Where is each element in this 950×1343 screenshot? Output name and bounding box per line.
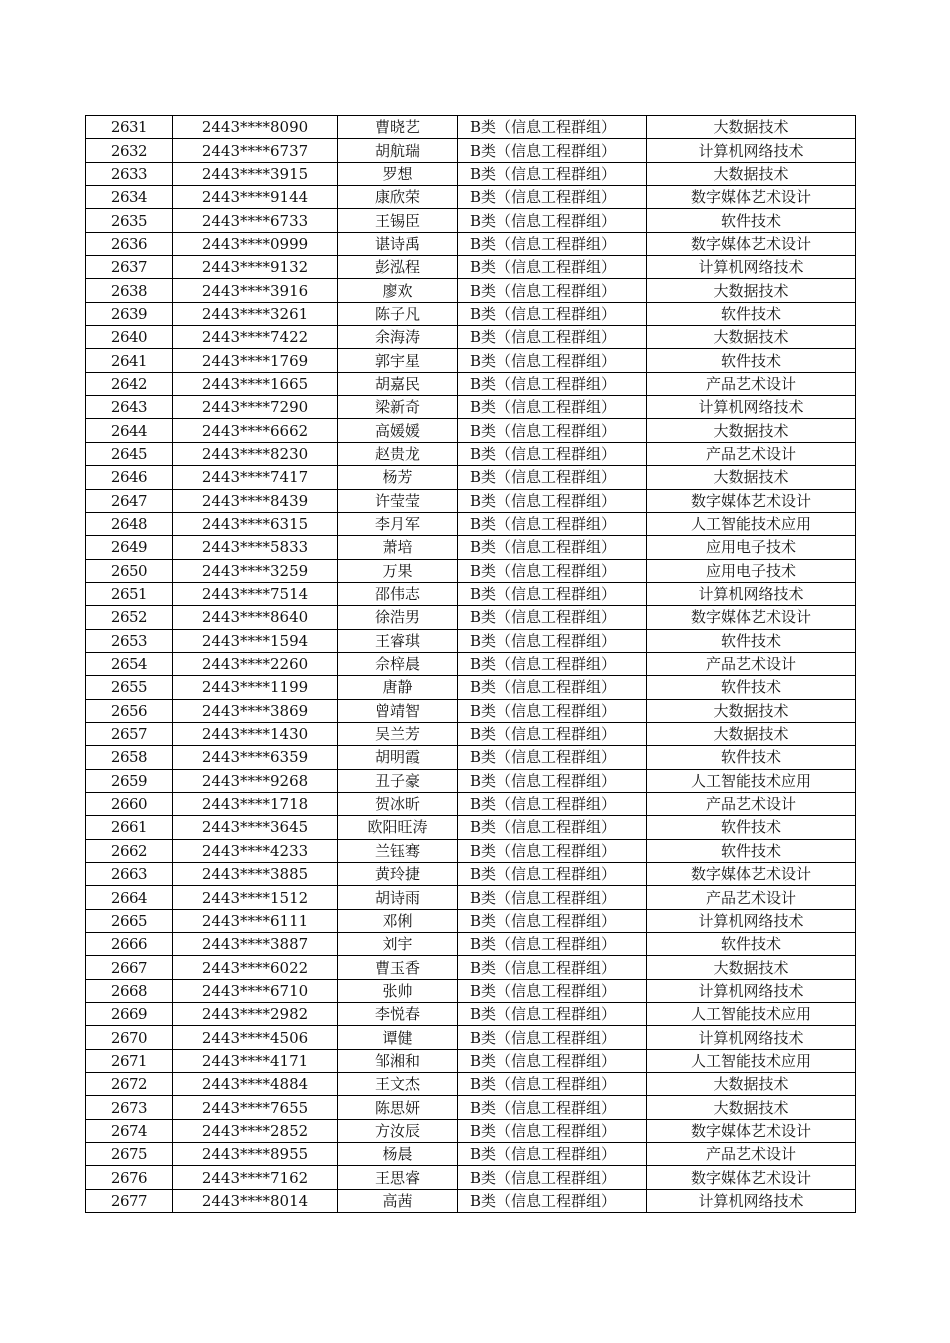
cell-seq: 2673 (86, 1096, 173, 1119)
cell-category: B类（信息工程群组） (458, 606, 647, 629)
cell-seq: 2675 (86, 1143, 173, 1166)
cell-seq: 2669 (86, 1003, 173, 1026)
cell-seq: 2650 (86, 559, 173, 582)
cell-seq: 2637 (86, 256, 173, 279)
cell-major: 产品艺术设计 (647, 372, 856, 395)
cell-seq: 2638 (86, 279, 173, 302)
cell-seq: 2652 (86, 606, 173, 629)
cell-major: 计算机网络技术 (647, 582, 856, 605)
table-row (86, 816, 856, 839)
cell-seq: 2648 (86, 512, 173, 535)
cell-student-name: 曾靖智 (338, 699, 458, 722)
cell-student-name: 王睿琪 (338, 629, 458, 652)
cell-category: B类（信息工程群组） (458, 186, 647, 209)
cell-major: 产品艺术设计 (647, 886, 856, 909)
cell-category: B类（信息工程群组） (458, 886, 647, 909)
admission-list-table (85, 115, 856, 1213)
cell-exam-id: 2443****6662 (173, 419, 338, 442)
cell-student-name: 赵贵龙 (338, 442, 458, 465)
table-row (86, 396, 856, 419)
cell-exam-id: 2443****6737 (173, 139, 338, 162)
cell-student-name: 梁新奇 (338, 396, 458, 419)
cell-seq: 2665 (86, 909, 173, 932)
cell-major: 大数据技术 (647, 116, 856, 139)
cell-student-name: 李悦春 (338, 1003, 458, 1026)
table-row (86, 489, 856, 512)
cell-category: B类（信息工程群组） (458, 933, 647, 956)
cell-seq: 2662 (86, 839, 173, 862)
cell-seq: 2649 (86, 536, 173, 559)
cell-seq: 2658 (86, 746, 173, 769)
cell-exam-id: 2443****3915 (173, 162, 338, 185)
table-row (86, 839, 856, 862)
table-row (86, 746, 856, 769)
cell-exam-id: 2443****6022 (173, 956, 338, 979)
cell-student-name: 王文杰 (338, 1073, 458, 1096)
cell-student-name: 黄玲捷 (338, 863, 458, 886)
cell-seq: 2664 (86, 886, 173, 909)
cell-category: B类（信息工程群组） (458, 1096, 647, 1119)
cell-major: 数字媒体艺术设计 (647, 489, 856, 512)
cell-exam-id: 2443****2260 (173, 652, 338, 675)
cell-student-name: 萧培 (338, 536, 458, 559)
table-row (86, 442, 856, 465)
cell-major: 大数据技术 (647, 722, 856, 745)
cell-exam-id: 2443****7162 (173, 1166, 338, 1189)
table-row (86, 232, 856, 255)
cell-exam-id: 2443****6359 (173, 746, 338, 769)
cell-exam-id: 2443****3645 (173, 816, 338, 839)
table-row (86, 652, 856, 675)
cell-major: 人工智能技术应用 (647, 1049, 856, 1072)
cell-major: 产品艺术设计 (647, 652, 856, 675)
cell-category: B类（信息工程群组） (458, 419, 647, 442)
cell-exam-id: 2443****4171 (173, 1049, 338, 1072)
cell-exam-id: 2443****2982 (173, 1003, 338, 1026)
table-row (86, 186, 856, 209)
table-row (86, 116, 856, 139)
cell-category: B类（信息工程群组） (458, 582, 647, 605)
cell-category: B类（信息工程群组） (458, 162, 647, 185)
cell-student-name: 徐浩男 (338, 606, 458, 629)
cell-major: 产品艺术设计 (647, 442, 856, 465)
cell-student-name: 康欣荣 (338, 186, 458, 209)
cell-major: 软件技术 (647, 302, 856, 325)
cell-seq: 2654 (86, 652, 173, 675)
cell-category: B类（信息工程群组） (458, 279, 647, 302)
cell-student-name: 李月军 (338, 512, 458, 535)
cell-seq: 2656 (86, 699, 173, 722)
cell-exam-id: 2443****1718 (173, 792, 338, 815)
table-row (86, 1166, 856, 1189)
cell-student-name: 胡明霞 (338, 746, 458, 769)
cell-category: B类（信息工程群组） (458, 302, 647, 325)
cell-category: B类（信息工程群组） (458, 139, 647, 162)
cell-major: 计算机网络技术 (647, 909, 856, 932)
cell-exam-id: 2443****2852 (173, 1119, 338, 1142)
cell-seq: 2661 (86, 816, 173, 839)
table-row (86, 466, 856, 489)
cell-major: 计算机网络技术 (647, 1189, 856, 1212)
table-row (86, 559, 856, 582)
cell-seq: 2660 (86, 792, 173, 815)
cell-student-name: 邹湘和 (338, 1049, 458, 1072)
cell-category: B类（信息工程群组） (458, 909, 647, 932)
cell-category: B类（信息工程群组） (458, 1119, 647, 1142)
cell-category: B类（信息工程群组） (458, 396, 647, 419)
cell-seq: 2653 (86, 629, 173, 652)
table-body (86, 116, 856, 1213)
table-row (86, 512, 856, 535)
cell-seq: 2644 (86, 419, 173, 442)
cell-seq: 2646 (86, 466, 173, 489)
cell-major: 数字媒体艺术设计 (647, 1166, 856, 1189)
cell-exam-id: 2443****4233 (173, 839, 338, 862)
cell-category: B类（信息工程群组） (458, 116, 647, 139)
table-row (86, 256, 856, 279)
cell-major: 计算机网络技术 (647, 396, 856, 419)
cell-exam-id: 2443****7655 (173, 1096, 338, 1119)
cell-category: B类（信息工程群组） (458, 559, 647, 582)
cell-seq: 2663 (86, 863, 173, 886)
table-row (86, 139, 856, 162)
cell-major: 计算机网络技术 (647, 979, 856, 1002)
cell-exam-id: 2443****6733 (173, 209, 338, 232)
cell-major: 计算机网络技术 (647, 1026, 856, 1049)
cell-student-name: 杨晨 (338, 1143, 458, 1166)
cell-major: 大数据技术 (647, 699, 856, 722)
cell-exam-id: 2443****7417 (173, 466, 338, 489)
cell-exam-id: 2443****0999 (173, 232, 338, 255)
cell-student-name: 刘宇 (338, 933, 458, 956)
cell-exam-id: 2443****8439 (173, 489, 338, 512)
cell-major: 大数据技术 (647, 1096, 856, 1119)
table-row (86, 326, 856, 349)
cell-category: B类（信息工程群组） (458, 863, 647, 886)
cell-student-name: 许莹莹 (338, 489, 458, 512)
cell-category: B类（信息工程群组） (458, 979, 647, 1002)
table-row (86, 302, 856, 325)
cell-category: B类（信息工程群组） (458, 466, 647, 489)
cell-category: B类（信息工程群组） (458, 746, 647, 769)
cell-category: B类（信息工程群组） (458, 1003, 647, 1026)
cell-major: 软件技术 (647, 816, 856, 839)
cell-major: 软件技术 (647, 676, 856, 699)
cell-seq: 2676 (86, 1166, 173, 1189)
cell-major: 数字媒体艺术设计 (647, 606, 856, 629)
cell-category: B类（信息工程群组） (458, 349, 647, 372)
cell-category: B类（信息工程群组） (458, 536, 647, 559)
table-row (86, 1189, 856, 1212)
cell-student-name: 郭宇星 (338, 349, 458, 372)
cell-student-name: 陈思妍 (338, 1096, 458, 1119)
table-row (86, 909, 856, 932)
cell-student-name: 欧阳旺涛 (338, 816, 458, 839)
cell-category: B类（信息工程群组） (458, 372, 647, 395)
cell-student-name: 胡诗雨 (338, 886, 458, 909)
cell-major: 软件技术 (647, 746, 856, 769)
table-row (86, 863, 856, 886)
cell-seq: 2668 (86, 979, 173, 1002)
table-row (86, 769, 856, 792)
cell-exam-id: 2443****1430 (173, 722, 338, 745)
cell-category: B类（信息工程群组） (458, 792, 647, 815)
cell-major: 人工智能技术应用 (647, 1003, 856, 1026)
cell-major: 软件技术 (647, 349, 856, 372)
table-row (86, 536, 856, 559)
cell-exam-id: 2443****9268 (173, 769, 338, 792)
cell-category: B类（信息工程群组） (458, 512, 647, 535)
cell-category: B类（信息工程群组） (458, 1143, 647, 1166)
cell-major: 产品艺术设计 (647, 792, 856, 815)
cell-student-name: 谭健 (338, 1026, 458, 1049)
cell-student-name: 贺冰昕 (338, 792, 458, 815)
table-row (86, 956, 856, 979)
cell-major: 计算机网络技术 (647, 139, 856, 162)
cell-student-name: 高茜 (338, 1189, 458, 1212)
table-row (86, 722, 856, 745)
cell-exam-id: 2443****4884 (173, 1073, 338, 1096)
cell-major: 数字媒体艺术设计 (647, 1119, 856, 1142)
cell-exam-id: 2443****3869 (173, 699, 338, 722)
cell-seq: 2640 (86, 326, 173, 349)
cell-major: 软件技术 (647, 209, 856, 232)
cell-exam-id: 2443****3259 (173, 559, 338, 582)
cell-seq: 2631 (86, 116, 173, 139)
cell-exam-id: 2443****7290 (173, 396, 338, 419)
table-row (86, 933, 856, 956)
table-row (86, 699, 856, 722)
cell-seq: 2677 (86, 1189, 173, 1212)
cell-major: 大数据技术 (647, 956, 856, 979)
cell-seq: 2642 (86, 372, 173, 395)
cell-student-name: 杨芳 (338, 466, 458, 489)
cell-category: B类（信息工程群组） (458, 1049, 647, 1072)
cell-category: B类（信息工程群组） (458, 699, 647, 722)
cell-category: B类（信息工程群组） (458, 769, 647, 792)
cell-exam-id: 2443****7422 (173, 326, 338, 349)
cell-category: B类（信息工程群组） (458, 209, 647, 232)
cell-major: 大数据技术 (647, 1073, 856, 1096)
cell-exam-id: 2443****5833 (173, 536, 338, 559)
table-row (86, 1073, 856, 1096)
table-row (86, 606, 856, 629)
cell-student-name: 方汝辰 (338, 1119, 458, 1142)
table-row (86, 582, 856, 605)
cell-seq: 2674 (86, 1119, 173, 1142)
cell-exam-id: 2443****8090 (173, 116, 338, 139)
cell-major: 软件技术 (647, 629, 856, 652)
cell-exam-id: 2443****8230 (173, 442, 338, 465)
cell-major: 数字媒体艺术设计 (647, 232, 856, 255)
cell-category: B类（信息工程群组） (458, 489, 647, 512)
cell-exam-id: 2443****8014 (173, 1189, 338, 1212)
cell-student-name: 王锡臣 (338, 209, 458, 232)
table-row (86, 162, 856, 185)
cell-student-name: 胡嘉民 (338, 372, 458, 395)
cell-category: B类（信息工程群组） (458, 652, 647, 675)
table-row (86, 1026, 856, 1049)
cell-major: 大数据技术 (647, 419, 856, 442)
cell-exam-id: 2443****9132 (173, 256, 338, 279)
table-row (86, 886, 856, 909)
cell-seq: 2655 (86, 676, 173, 699)
cell-exam-id: 2443****1199 (173, 676, 338, 699)
table-row (86, 792, 856, 815)
cell-student-name: 彭泓程 (338, 256, 458, 279)
cell-exam-id: 2443****8640 (173, 606, 338, 629)
cell-exam-id: 2443****1594 (173, 629, 338, 652)
cell-major: 应用电子技术 (647, 536, 856, 559)
cell-major: 大数据技术 (647, 326, 856, 349)
cell-category: B类（信息工程群组） (458, 629, 647, 652)
cell-seq: 2632 (86, 139, 173, 162)
cell-exam-id: 2443****6315 (173, 512, 338, 535)
cell-student-name: 兰钰骞 (338, 839, 458, 862)
cell-seq: 2641 (86, 349, 173, 372)
cell-major: 人工智能技术应用 (647, 512, 856, 535)
cell-student-name: 唐静 (338, 676, 458, 699)
cell-student-name: 胡航瑞 (338, 139, 458, 162)
cell-student-name: 万果 (338, 559, 458, 582)
cell-seq: 2634 (86, 186, 173, 209)
cell-category: B类（信息工程群组） (458, 1026, 647, 1049)
cell-category: B类（信息工程群组） (458, 1189, 647, 1212)
cell-major: 计算机网络技术 (647, 256, 856, 279)
cell-seq: 2657 (86, 722, 173, 745)
cell-student-name: 高媛媛 (338, 419, 458, 442)
cell-student-name: 佘梓晨 (338, 652, 458, 675)
cell-exam-id: 2443****1769 (173, 349, 338, 372)
cell-exam-id: 2443****1665 (173, 372, 338, 395)
cell-seq: 2647 (86, 489, 173, 512)
cell-major: 软件技术 (647, 933, 856, 956)
cell-exam-id: 2443****3885 (173, 863, 338, 886)
cell-seq: 2635 (86, 209, 173, 232)
cell-exam-id: 2443****9144 (173, 186, 338, 209)
cell-category: B类（信息工程群组） (458, 676, 647, 699)
cell-category: B类（信息工程群组） (458, 722, 647, 745)
cell-category: B类（信息工程群组） (458, 442, 647, 465)
cell-seq: 2667 (86, 956, 173, 979)
cell-exam-id: 2443****8955 (173, 1143, 338, 1166)
cell-student-name: 邵伟志 (338, 582, 458, 605)
cell-student-name: 张帅 (338, 979, 458, 1002)
cell-exam-id: 2443****6710 (173, 979, 338, 1002)
cell-major: 数字媒体艺术设计 (647, 186, 856, 209)
cell-major: 大数据技术 (647, 162, 856, 185)
cell-major: 数字媒体艺术设计 (647, 863, 856, 886)
cell-student-name: 邓俐 (338, 909, 458, 932)
cell-major: 产品艺术设计 (647, 1143, 856, 1166)
cell-student-name: 陈子凡 (338, 302, 458, 325)
cell-exam-id: 2443****1512 (173, 886, 338, 909)
table-row (86, 279, 856, 302)
cell-student-name: 吴兰芳 (338, 722, 458, 745)
cell-student-name: 罗想 (338, 162, 458, 185)
cell-seq: 2645 (86, 442, 173, 465)
table-row (86, 419, 856, 442)
table-row (86, 1143, 856, 1166)
cell-seq: 2639 (86, 302, 173, 325)
cell-major: 大数据技术 (647, 279, 856, 302)
cell-exam-id: 2443****4506 (173, 1026, 338, 1049)
cell-student-name: 余海涛 (338, 326, 458, 349)
table-row (86, 1119, 856, 1142)
cell-seq: 2672 (86, 1073, 173, 1096)
cell-category: B类（信息工程群组） (458, 839, 647, 862)
cell-category: B类（信息工程群组） (458, 816, 647, 839)
cell-seq: 2670 (86, 1026, 173, 1049)
table-row (86, 209, 856, 232)
cell-seq: 2636 (86, 232, 173, 255)
table-row (86, 629, 856, 652)
table-row (86, 349, 856, 372)
cell-category: B类（信息工程群组） (458, 1073, 647, 1096)
cell-category: B类（信息工程群组） (458, 1166, 647, 1189)
cell-student-name: 丑子豪 (338, 769, 458, 792)
cell-major: 大数据技术 (647, 466, 856, 489)
table-row (86, 372, 856, 395)
cell-seq: 2633 (86, 162, 173, 185)
cell-major: 人工智能技术应用 (647, 769, 856, 792)
cell-major: 应用电子技术 (647, 559, 856, 582)
cell-category: B类（信息工程群组） (458, 256, 647, 279)
cell-exam-id: 2443****6111 (173, 909, 338, 932)
cell-exam-id: 2443****3916 (173, 279, 338, 302)
table-row (86, 1096, 856, 1119)
cell-seq: 2659 (86, 769, 173, 792)
cell-category: B类（信息工程群组） (458, 326, 647, 349)
cell-exam-id: 2443****3887 (173, 933, 338, 956)
cell-major: 软件技术 (647, 839, 856, 862)
cell-category: B类（信息工程群组） (458, 956, 647, 979)
cell-seq: 2671 (86, 1049, 173, 1072)
cell-seq: 2651 (86, 582, 173, 605)
table-row (86, 1049, 856, 1072)
cell-student-name: 王思睿 (338, 1166, 458, 1189)
table-row (86, 676, 856, 699)
cell-seq: 2643 (86, 396, 173, 419)
cell-category: B类（信息工程群组） (458, 232, 647, 255)
cell-student-name: 曹玉香 (338, 956, 458, 979)
table-row (86, 1003, 856, 1026)
cell-exam-id: 2443****3261 (173, 302, 338, 325)
cell-student-name: 廖欢 (338, 279, 458, 302)
cell-student-name: 谌诗禹 (338, 232, 458, 255)
table-row (86, 979, 856, 1002)
cell-exam-id: 2443****7514 (173, 582, 338, 605)
cell-seq: 2666 (86, 933, 173, 956)
cell-student-name: 曹晓艺 (338, 116, 458, 139)
